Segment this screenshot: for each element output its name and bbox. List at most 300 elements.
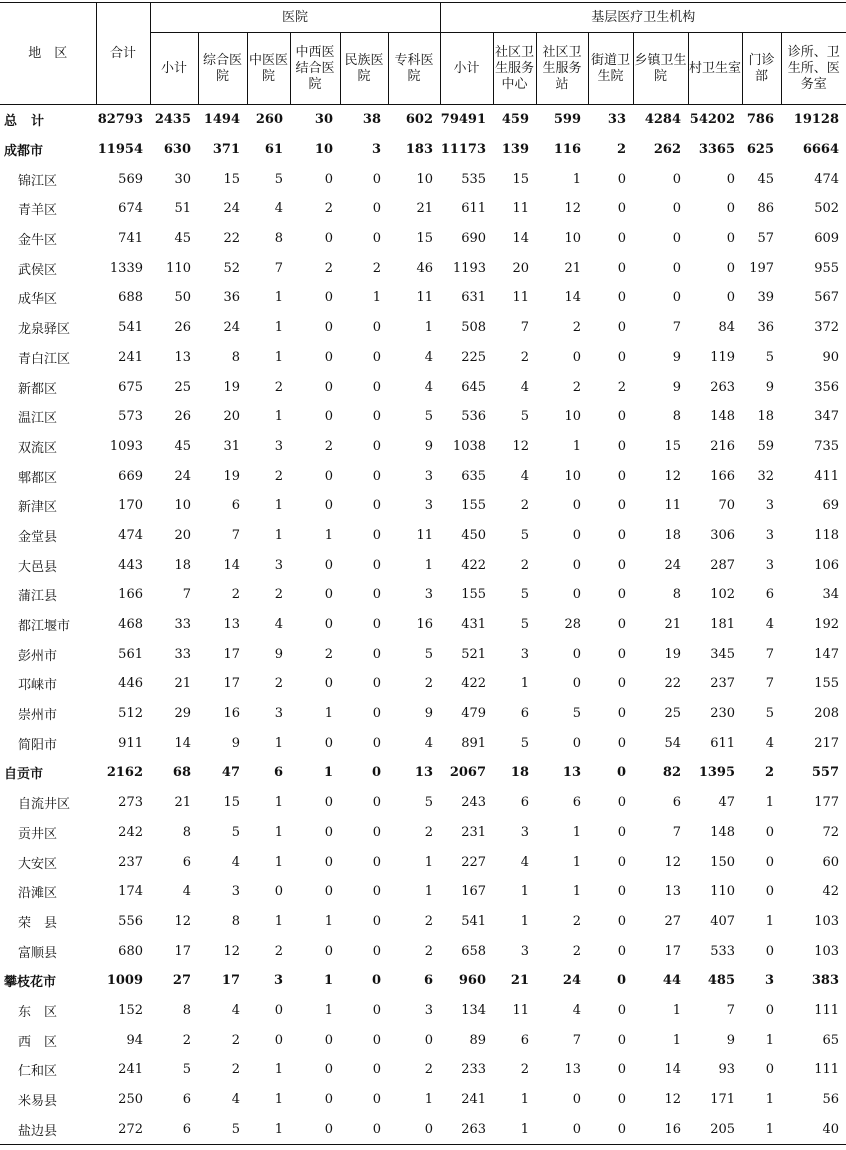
table-cell: 0 [672, 290, 682, 306]
table-cell: 263 [440, 1114, 493, 1144]
table-cell: 118 [814, 527, 840, 543]
table-cell: 3 [424, 587, 434, 603]
table-cell: 4 [274, 617, 283, 633]
table-cell: 422 [461, 676, 487, 692]
table-cell: 0 [372, 231, 381, 247]
table-cell: 33 [174, 646, 191, 662]
table-cell: 155 [461, 587, 487, 603]
table-cell: 0 [372, 854, 381, 870]
table-cell: 0 [372, 1002, 381, 1018]
table-cell: 1 [274, 795, 283, 811]
table-cell: 5 [231, 824, 240, 840]
table-cell: 1 [765, 1092, 775, 1108]
table-row [0, 610, 846, 640]
table-row [0, 907, 846, 937]
table-cell: 1193 [452, 260, 487, 276]
table-cell: 0 [572, 676, 582, 692]
table-cell: 1 [520, 676, 530, 692]
table-cell: 1 [324, 527, 333, 543]
table-cell: 1339 [109, 260, 143, 276]
table-cell: 19 [223, 468, 240, 484]
table-cell: 21 [564, 260, 582, 276]
table-cell: 356 [814, 379, 840, 395]
table-cell: 1 [274, 320, 283, 336]
table-cell: 42 [822, 884, 840, 900]
region-name: 米易县 [18, 1094, 58, 1110]
table-cell: 4 [765, 735, 775, 751]
table-cell: 0 [324, 1062, 333, 1078]
table-row [0, 1114, 846, 1144]
table-cell: 5 [182, 1062, 191, 1078]
table-cell: 955 [814, 260, 840, 276]
table-cell: 287 [710, 557, 736, 573]
table-cell: 0 [324, 1032, 333, 1048]
table-cell: 72 [822, 824, 840, 840]
table-cell: 474 [814, 171, 840, 187]
table-cell: 0 [372, 884, 381, 900]
table-cell: 2 [424, 913, 434, 929]
table-cell: 2 [572, 320, 582, 336]
table-cell: 237 [710, 676, 736, 692]
table-cell: 0 [617, 795, 627, 811]
table-cell: 94 [126, 1032, 143, 1048]
table-cell: 32 [757, 468, 775, 484]
table-cell: 177 [814, 795, 840, 811]
table-cell: 13 [174, 349, 191, 365]
table-cell: 241 [118, 1062, 143, 1078]
table-cell: 0 [616, 765, 627, 781]
table-cell: 1 [274, 824, 283, 840]
table-cell: 50 [174, 290, 191, 306]
table-cell: 557 [811, 765, 840, 781]
table-cell: 0 [372, 171, 381, 187]
table-cell: 625 [746, 142, 775, 158]
region-name: 龙泉驿区 [18, 322, 71, 338]
table-cell: 1 [520, 1092, 530, 1108]
hospital-group-header: 医院 [150, 3, 440, 33]
region-name: 贡井区 [18, 826, 58, 842]
table-cell: 0 [274, 1032, 283, 1048]
table-cell: 12 [664, 854, 682, 870]
table-cell: 345 [710, 646, 736, 662]
region-name: 彭州市 [18, 648, 58, 664]
table-cell: 645 [461, 379, 487, 395]
table-cell: 12 [174, 913, 191, 929]
table-cell: 0 [372, 1062, 381, 1078]
table-cell: 20 [174, 527, 191, 543]
table-cell: 11 [512, 290, 530, 306]
table-cell: 82793 [97, 112, 143, 128]
table-cell: 6 [765, 587, 775, 603]
table-cell: 272 [96, 1114, 150, 1144]
table-cell: 0 [765, 943, 775, 959]
table-cell: 0 [617, 706, 627, 722]
table-cell: 0 [617, 854, 627, 870]
table-cell: 4 [765, 617, 775, 633]
table-cell: 1 [274, 527, 283, 543]
table-cell: 155 [461, 498, 487, 514]
table-cell: 4 [520, 854, 530, 870]
table-cell: 0 [765, 824, 775, 840]
table-cell: 0 [617, 646, 627, 662]
table-cell: 468 [118, 617, 143, 633]
table-cell: 13 [564, 1062, 582, 1078]
table-cell: 56 [822, 1092, 840, 1108]
table-cell: 6 [182, 1092, 191, 1108]
region-name: 蒲江县 [18, 589, 58, 605]
table-cell: 24 [562, 973, 582, 989]
table-cell: 1 [520, 913, 530, 929]
table-cell: 14 [564, 290, 582, 306]
table-row [0, 432, 846, 462]
table-cell: 6 [520, 795, 530, 811]
table-cell: 0 [324, 349, 333, 365]
table-cell: 0 [372, 527, 381, 543]
table-cell: 0 [617, 409, 627, 425]
table-row [0, 580, 846, 610]
table-cell: 0 [324, 587, 333, 603]
table-cell: 6 [520, 1032, 530, 1048]
table-row [0, 1085, 846, 1115]
table-cell: 446 [118, 676, 143, 692]
region-name: 青羊区 [18, 203, 58, 219]
table-cell: 174 [118, 884, 143, 900]
table-cell: 1 [324, 706, 333, 722]
table-cell: 2 [572, 943, 582, 959]
table-cell: 192 [814, 617, 840, 633]
table-cell: 2435 [154, 112, 191, 128]
table-cell: 150 [710, 854, 736, 870]
table-cell: 443 [118, 557, 143, 573]
table-row [0, 461, 846, 491]
column-header: 中西医结合医院 [290, 33, 340, 105]
table-cell: 1 [520, 884, 530, 900]
table-cell: 15 [223, 795, 240, 811]
table-cell: 14 [512, 231, 530, 247]
table-cell: 1 [274, 290, 283, 306]
table-cell: 79491 [440, 112, 487, 128]
table-cell: 567 [814, 290, 840, 306]
table-cell: 9 [424, 706, 434, 722]
table-cell: 7 [182, 587, 191, 603]
table-cell: 17 [223, 646, 240, 662]
table-cell: 1 [323, 973, 333, 989]
table-row [0, 847, 846, 877]
table-cell: 502 [814, 201, 840, 217]
table-cell: 6 [572, 795, 582, 811]
table-cell: 12 [664, 468, 682, 484]
table-cell: 0 [572, 646, 582, 662]
table-cell: 3 [371, 142, 381, 158]
table-cell: 4 [520, 468, 530, 484]
region-name: 成都市 [4, 144, 44, 160]
table-cell: 8 [231, 913, 240, 929]
table-cell: 170 [118, 498, 143, 514]
table-cell: 11173 [440, 142, 487, 158]
table-cell: 0 [371, 765, 381, 781]
column-header: 社区卫生服务中心 [493, 33, 536, 105]
table-cell: 2 [324, 201, 333, 217]
table-cell: 227 [461, 854, 487, 870]
table-cell: 0 [572, 349, 582, 365]
table-cell: 5 [765, 706, 775, 722]
table-cell: 54202 [689, 112, 736, 128]
table-cell: 0 [372, 735, 381, 751]
table-cell: 250 [118, 1092, 143, 1108]
table-cell: 2 [231, 1032, 240, 1048]
table-cell: 1 [274, 498, 283, 514]
table-cell: 4 [520, 379, 530, 395]
table-cell: 0 [617, 1062, 627, 1078]
column-header: 诊所、卫生所、医务室 [781, 33, 846, 105]
table-cell: 2 [572, 913, 582, 929]
region-name: 金堂县 [18, 529, 58, 545]
table-row [0, 639, 846, 669]
table-cell: 3 [765, 498, 775, 514]
table-cell: 18 [510, 765, 530, 781]
total-row [0, 105, 846, 135]
table-cell: 11 [416, 527, 434, 543]
table-cell: 0 [617, 884, 627, 900]
table-cell: 0 [388, 1114, 440, 1144]
table-cell: 690 [461, 231, 487, 247]
table-cell: 14 [174, 735, 191, 751]
table-cell: 110 [710, 884, 736, 900]
table-cell: 8 [672, 587, 682, 603]
table-cell: 7 [765, 676, 775, 692]
table-cell: 44 [662, 973, 682, 989]
table-cell: 9 [765, 379, 775, 395]
table-cell: 24 [223, 201, 240, 217]
table-cell: 4 [424, 349, 434, 365]
table-cell: 0 [617, 557, 627, 573]
table-cell: 9 [726, 1032, 736, 1048]
table-cell: 11 [416, 290, 434, 306]
table-cell: 0 [324, 735, 333, 751]
table-cell: 0 [324, 171, 333, 187]
table-row [0, 669, 846, 699]
table-cell: 0 [617, 438, 627, 454]
table-cell: 0 [588, 1114, 633, 1144]
table-cell: 183 [405, 142, 434, 158]
table-cell: 0 [372, 824, 381, 840]
table-cell: 0 [372, 706, 381, 722]
table-cell: 1 [742, 1114, 781, 1144]
table-cell: 116 [553, 142, 582, 158]
table-row [0, 224, 846, 254]
table-cell: 6 [423, 973, 434, 989]
table-cell: 0 [617, 587, 627, 603]
table-cell: 3 [424, 498, 434, 514]
table-cell: 5 [520, 617, 530, 633]
table-cell: 25 [664, 706, 682, 722]
table-cell: 0 [372, 795, 381, 811]
table-cell: 2 [372, 260, 381, 276]
table-cell: 0 [372, 617, 381, 633]
region-name: 西 区 [18, 1034, 58, 1050]
table-cell: 15 [512, 171, 530, 187]
region-name: 都江堰市 [18, 619, 71, 635]
table-cell: 51 [174, 201, 191, 217]
table-cell: 1395 [698, 765, 736, 781]
table-cell: 1 [672, 1032, 682, 1048]
table-cell: 33 [607, 112, 627, 128]
table-cell: 0 [372, 913, 381, 929]
table-cell: 1093 [109, 438, 143, 454]
table-cell: 18 [664, 527, 682, 543]
table-cell: 1 [765, 795, 775, 811]
region-name: 仁和区 [18, 1064, 58, 1080]
region-name: 盐边县 [0, 1114, 96, 1144]
table-cell: 103 [814, 913, 840, 929]
table-cell: 630 [163, 142, 191, 158]
table-cell: 4 [424, 379, 434, 395]
table-cell: 0 [617, 617, 627, 633]
table-cell: 474 [118, 527, 143, 543]
table-cell: 10 [564, 409, 582, 425]
table-cell: 19 [223, 379, 240, 395]
table-row [0, 164, 846, 194]
table-cell: 11 [512, 1002, 530, 1018]
table-cell: 0 [572, 1092, 582, 1108]
region-name: 东 区 [18, 1004, 58, 1020]
table-cell: 680 [118, 943, 143, 959]
column-header: 中医医院 [247, 33, 290, 105]
table-cell: 1 [765, 913, 775, 929]
table-cell: 1 [572, 438, 582, 454]
table-row [0, 1025, 846, 1055]
column-header: 村卫生室 [688, 33, 742, 105]
table-cell: 0 [617, 260, 627, 276]
table-cell: 0 [765, 884, 775, 900]
table-cell: 171 [710, 1092, 736, 1108]
table-cell: 4 [274, 201, 283, 217]
table-cell: 533 [710, 943, 736, 959]
table-cell: 735 [814, 438, 840, 454]
table-cell: 0 [290, 1114, 340, 1144]
table-cell: 0 [372, 468, 381, 484]
table-cell: 1 [274, 1092, 283, 1108]
table-cell: 3 [274, 557, 283, 573]
table-cell: 90 [822, 349, 840, 365]
table-cell: 431 [461, 617, 487, 633]
table-cell: 17 [221, 973, 240, 989]
table-cell: 347 [814, 409, 840, 425]
table-cell: 2 [274, 676, 283, 692]
table-cell: 556 [118, 913, 143, 929]
table-cell: 14 [223, 557, 240, 573]
region-name: 大安区 [18, 856, 58, 872]
table-cell: 69 [822, 498, 840, 514]
table-cell: 0 [274, 884, 283, 900]
region-name: 大邑县 [18, 559, 58, 575]
table-cell: 383 [811, 973, 840, 989]
table-cell: 1038 [452, 438, 487, 454]
table-cell: 0 [372, 320, 381, 336]
table-cell: 0 [672, 171, 682, 187]
table-cell: 14 [664, 1062, 682, 1078]
table-cell: 2 [520, 498, 530, 514]
region-name: 郫都区 [18, 470, 58, 486]
table-row [0, 194, 846, 224]
table-cell: 911 [118, 735, 143, 751]
table-cell: 8 [274, 231, 283, 247]
table-cell: 110 [166, 260, 191, 276]
table-cell: 18 [174, 557, 191, 573]
table-cell: 2 [424, 1062, 434, 1078]
table-cell: 7 [672, 320, 682, 336]
table-cell: 29 [174, 706, 191, 722]
table-cell: 86 [757, 201, 775, 217]
table-cell: 1 [274, 735, 283, 751]
table-cell: 47 [718, 795, 736, 811]
table-cell: 485 [707, 973, 736, 989]
table-cell: 599 [553, 112, 582, 128]
table-cell: 8 [231, 349, 240, 365]
table-cell: 658 [461, 943, 487, 959]
table-cell: 2 [324, 646, 333, 662]
table-cell: 27 [664, 913, 682, 929]
table-cell: 0 [324, 795, 333, 811]
table-cell: 33 [174, 617, 191, 633]
table-row [0, 996, 846, 1026]
table-cell: 2 [764, 765, 775, 781]
table-cell: 34 [822, 587, 840, 603]
table-cell: 2 [424, 824, 434, 840]
table-header [0, 3, 846, 105]
table-row [0, 818, 846, 848]
table-cell: 10 [416, 171, 434, 187]
table-cell: 602 [405, 112, 434, 128]
table-cell: 5 [274, 171, 283, 187]
table-row [0, 550, 846, 580]
table-cell: 65 [822, 1032, 840, 1048]
table-row [0, 491, 846, 521]
table-cell: 5 [572, 706, 582, 722]
column-header: 小计 [440, 33, 493, 105]
region-name: 简阳市 [18, 737, 58, 753]
table-cell: 0 [372, 498, 381, 514]
table-cell: 1 [572, 854, 582, 870]
table-cell: 242 [118, 824, 143, 840]
table-cell: 0 [672, 201, 682, 217]
table-cell: 3 [231, 884, 240, 900]
region-name: 双流区 [18, 440, 58, 456]
table-row [0, 313, 846, 343]
table-row [0, 372, 846, 402]
table-cell: 2 [274, 943, 283, 959]
region-name: 自贡市 [4, 767, 44, 783]
table-cell: 4284 [644, 112, 682, 128]
table-cell: 0 [324, 824, 333, 840]
table-cell: 12 [512, 438, 530, 454]
table-cell: 2 [424, 676, 434, 692]
table-cell: 422 [461, 557, 487, 573]
table-cell: 5 [424, 409, 434, 425]
table-cell: 1 [324, 1002, 333, 1018]
table-cell: 12 [223, 943, 240, 959]
table-cell: 102 [710, 587, 736, 603]
column-header: 民族医院 [340, 33, 388, 105]
table-cell: 21 [174, 795, 191, 811]
table-cell: 147 [814, 646, 840, 662]
region-name: 攀枝花市 [4, 975, 57, 991]
table-cell: 0 [572, 557, 582, 573]
table-cell: 225 [461, 349, 487, 365]
table-cell: 166 [118, 587, 143, 603]
table-cell: 21 [174, 676, 191, 692]
table-cell: 0 [726, 201, 736, 217]
